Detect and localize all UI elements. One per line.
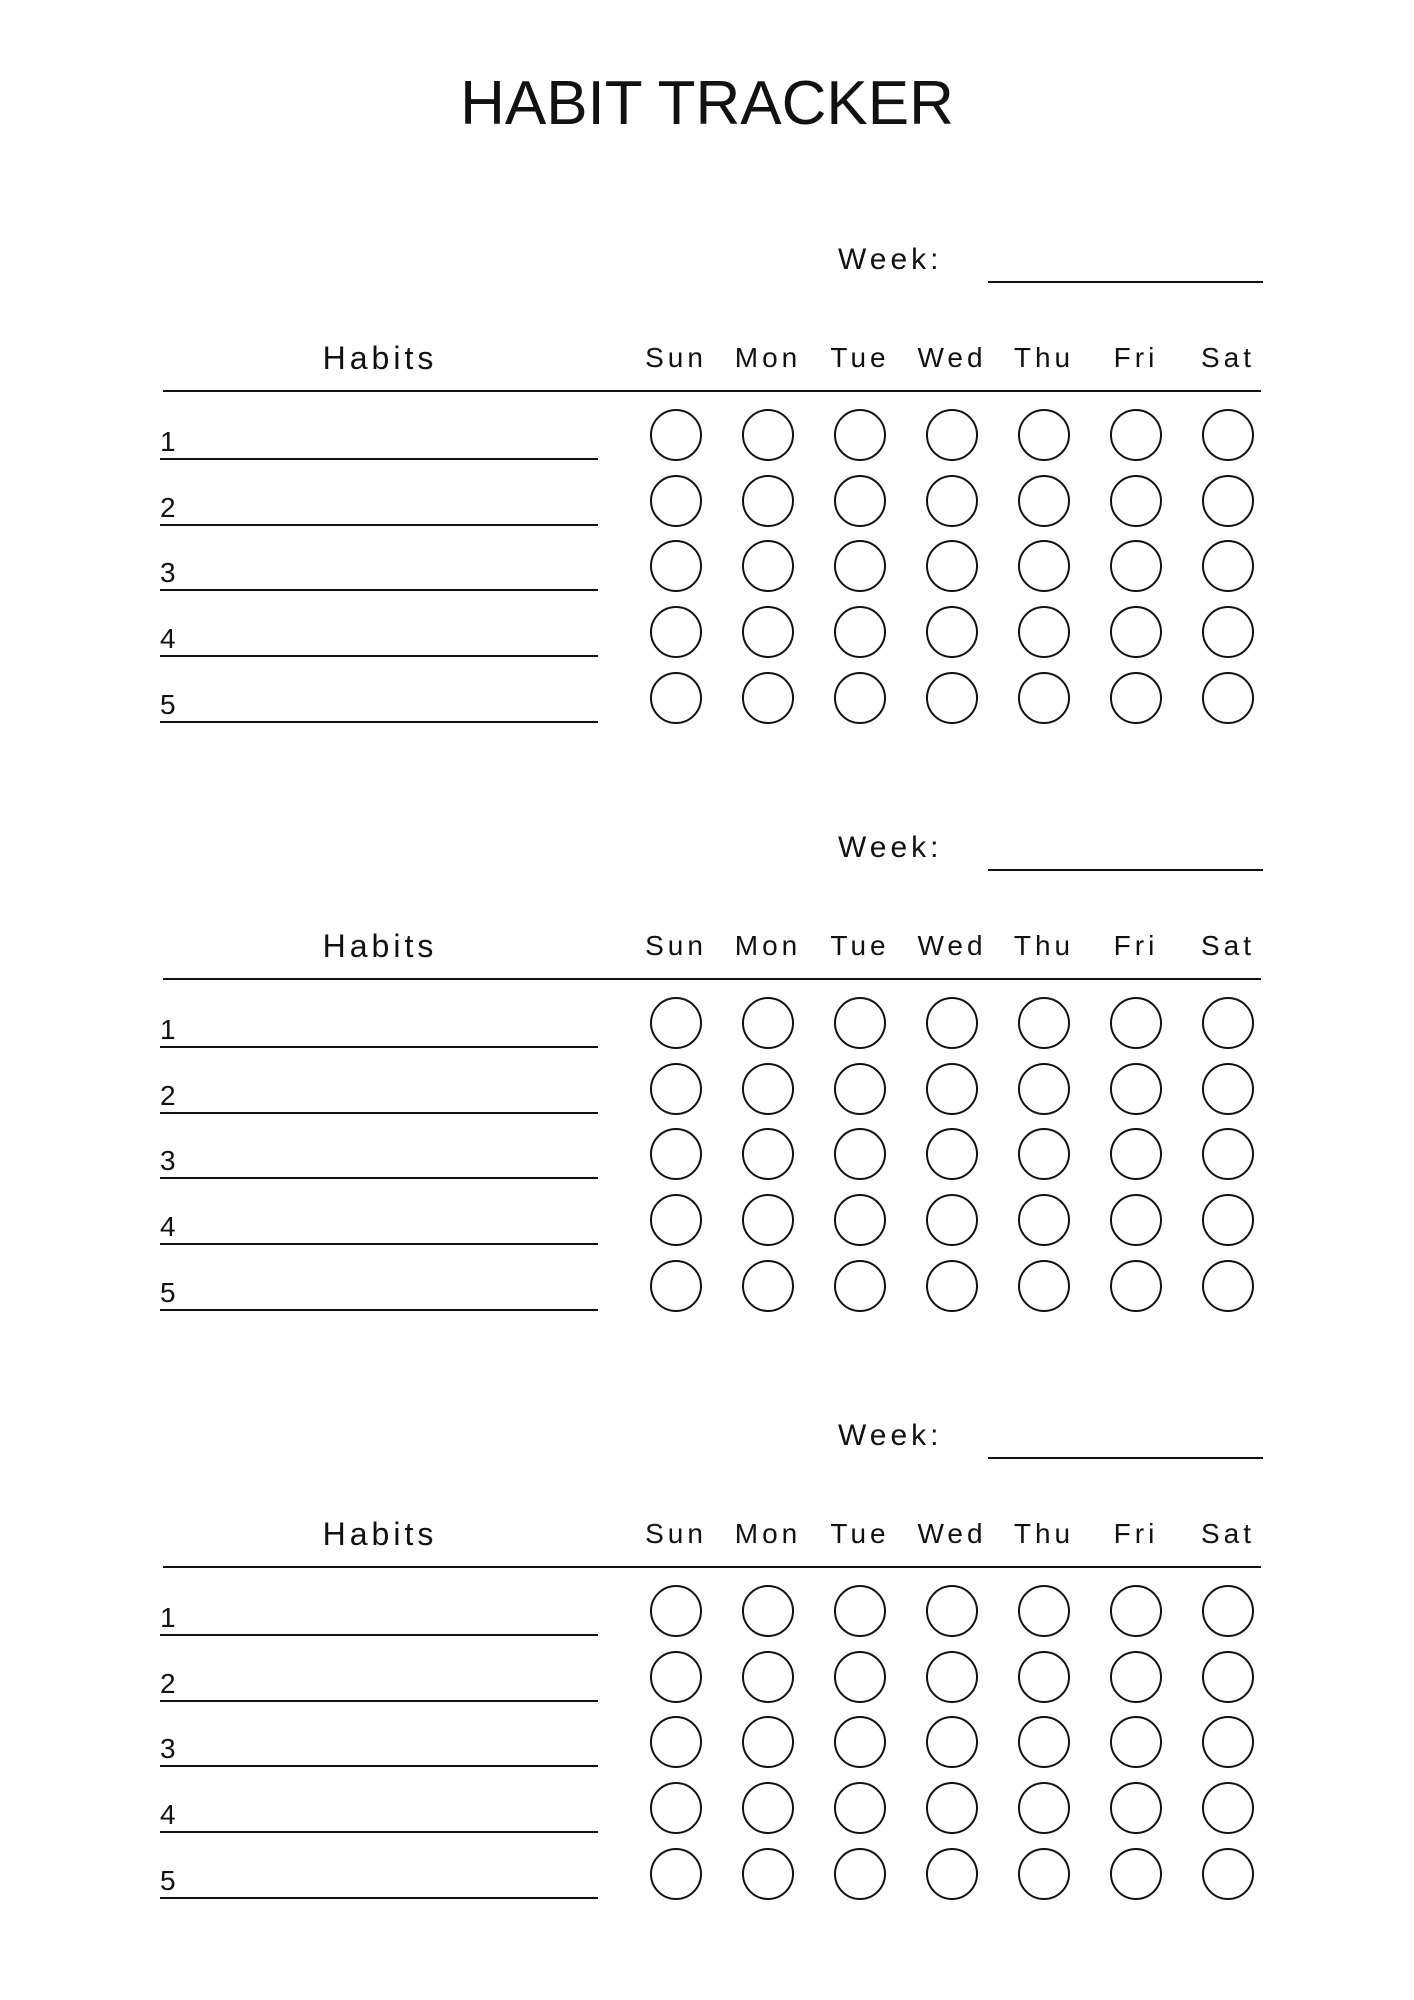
week-input-line[interactable] (988, 1457, 1263, 1459)
habit-row[interactable] (160, 1717, 598, 1767)
habit-number: 3 (160, 557, 176, 588)
day-label-fri: Fri (1113, 342, 1159, 373)
habit-row[interactable] (160, 1586, 598, 1636)
day-label-sat: Sat (1200, 1518, 1256, 1549)
habit-check-circle-mon[interactable] (742, 672, 794, 724)
habit-check-circle-tue[interactable] (834, 1651, 886, 1703)
habit-check-circle-mon[interactable] (742, 1063, 794, 1115)
habit-check-circle-sun[interactable] (650, 1063, 702, 1115)
day-label-thu: Thu (1013, 930, 1075, 961)
habit-check-circle-tue[interactable] (834, 409, 886, 461)
habit-name-line[interactable] (160, 589, 598, 591)
habit-check-circle-thu[interactable] (1018, 672, 1070, 724)
habit-row[interactable] (160, 410, 598, 460)
habit-check-circle-thu[interactable] (1018, 1782, 1070, 1834)
habit-check-circle-wed[interactable] (926, 1716, 978, 1768)
habit-row[interactable] (160, 1783, 598, 1833)
habit-check-circle-wed[interactable] (926, 409, 978, 461)
habit-check-circle-sun[interactable] (650, 475, 702, 527)
day-label-sun: Sun (645, 1518, 707, 1549)
habit-name-line[interactable] (160, 1897, 598, 1899)
day-label-wed: Wed (917, 930, 987, 961)
habit-name-line[interactable] (160, 1046, 598, 1048)
habit-check-circle-mon[interactable] (742, 1651, 794, 1703)
habit-check-circle-sun[interactable] (650, 1848, 702, 1900)
habit-check-circle-fri[interactable] (1110, 1128, 1162, 1180)
week-input-line[interactable] (988, 869, 1263, 871)
habit-check-circle-sat[interactable] (1202, 672, 1254, 724)
habit-check-circle-sat[interactable] (1202, 475, 1254, 527)
habit-check-circle-sun[interactable] (650, 1585, 702, 1637)
day-label-tue: Tue (830, 342, 890, 373)
habit-check-circle-tue[interactable] (834, 672, 886, 724)
habit-check-circle-fri[interactable] (1110, 1782, 1162, 1834)
day-label-tue: Tue (830, 1518, 890, 1549)
habit-number: 5 (160, 1865, 176, 1896)
habit-check-circle-fri[interactable] (1110, 606, 1162, 658)
header-divider (163, 390, 1261, 392)
day-label-tue: Tue (830, 930, 890, 961)
habit-check-circle-fri[interactable] (1110, 997, 1162, 1049)
habits-heading: Habits (322, 928, 438, 964)
habit-name-line[interactable] (160, 1765, 598, 1767)
week-section-1 (0, 240, 1414, 800)
habit-check-circle-thu[interactable] (1018, 1585, 1070, 1637)
habit-check-circle-sun[interactable] (650, 997, 702, 1049)
habit-check-circle-mon[interactable] (742, 540, 794, 592)
habit-check-circle-sat[interactable] (1202, 1128, 1254, 1180)
habit-row[interactable] (160, 1195, 598, 1245)
habit-check-circle-thu[interactable] (1018, 1848, 1070, 1900)
habit-number: 2 (160, 1080, 176, 1111)
habit-row[interactable] (160, 673, 598, 723)
habit-check-circle-sat[interactable] (1202, 1260, 1254, 1312)
day-label-fri: Fri (1113, 930, 1159, 961)
habit-check-circle-sat[interactable] (1202, 1651, 1254, 1703)
habit-check-circle-wed[interactable] (926, 1651, 978, 1703)
habit-check-circle-tue[interactable] (834, 997, 886, 1049)
habit-check-circle-mon[interactable] (742, 1716, 794, 1768)
habit-number: 4 (160, 1799, 176, 1830)
habit-name-line[interactable] (160, 1112, 598, 1114)
habit-name-line[interactable] (160, 524, 598, 526)
habit-check-circle-tue[interactable] (834, 475, 886, 527)
habit-check-circle-mon[interactable] (742, 1585, 794, 1637)
header-divider (163, 1566, 1261, 1568)
habit-check-circle-wed[interactable] (926, 1585, 978, 1637)
habit-check-circle-sat[interactable] (1202, 409, 1254, 461)
habit-check-circle-thu[interactable] (1018, 606, 1070, 658)
habit-number: 5 (160, 1277, 176, 1308)
header-divider (163, 978, 1261, 980)
habit-check-circle-fri[interactable] (1110, 1585, 1162, 1637)
habits-heading: Habits (322, 1516, 438, 1552)
habit-name-line[interactable] (160, 1309, 598, 1311)
habit-check-circle-tue[interactable] (834, 1260, 886, 1312)
habit-check-circle-tue[interactable] (834, 1848, 886, 1900)
habit-name-line[interactable] (160, 1831, 598, 1833)
habit-name-line[interactable] (160, 458, 598, 460)
habit-check-circle-thu[interactable] (1018, 409, 1070, 461)
day-label-fri: Fri (1113, 1518, 1159, 1549)
habit-check-circle-wed[interactable] (926, 540, 978, 592)
day-label-mon: Mon (734, 930, 802, 961)
habit-check-circle-fri[interactable] (1110, 1716, 1162, 1768)
habit-check-circle-sat[interactable] (1202, 1782, 1254, 1834)
day-label-wed: Wed (917, 1518, 987, 1549)
habit-name-line[interactable] (160, 1700, 598, 1702)
habit-name-line[interactable] (160, 721, 598, 723)
habit-check-circle-mon[interactable] (742, 1260, 794, 1312)
habit-check-circle-fri[interactable] (1110, 1848, 1162, 1900)
habit-check-circle-mon[interactable] (742, 475, 794, 527)
habit-number: 1 (160, 1602, 176, 1633)
habit-name-line[interactable] (160, 655, 598, 657)
day-label-sun: Sun (645, 342, 707, 373)
habit-check-circle-sun[interactable] (650, 409, 702, 461)
habit-check-circle-sun[interactable] (650, 1716, 702, 1768)
habit-check-circle-wed[interactable] (926, 1260, 978, 1312)
day-label-mon: Mon (734, 1518, 802, 1549)
week-input-line[interactable] (988, 281, 1263, 283)
habit-check-circle-sat[interactable] (1202, 540, 1254, 592)
habit-check-circle-sun[interactable] (650, 1782, 702, 1834)
habit-number: 3 (160, 1733, 176, 1764)
habit-check-circle-thu[interactable] (1018, 1260, 1070, 1312)
habit-name-line[interactable] (160, 1243, 598, 1245)
habit-check-circle-thu[interactable] (1018, 475, 1070, 527)
habit-check-circle-thu[interactable] (1018, 1651, 1070, 1703)
habit-number: 2 (160, 492, 176, 523)
habit-row[interactable] (160, 541, 598, 591)
habit-check-circle-sun[interactable] (650, 606, 702, 658)
habit-check-circle-sun[interactable] (650, 1651, 702, 1703)
habit-row[interactable] (160, 1652, 598, 1702)
week-label: Week: (838, 831, 943, 864)
habit-row[interactable] (160, 607, 598, 657)
habit-check-circle-mon[interactable] (742, 409, 794, 461)
habit-check-circle-thu[interactable] (1018, 540, 1070, 592)
habit-check-circle-tue[interactable] (834, 1063, 886, 1115)
day-label-thu: Thu (1013, 1518, 1075, 1549)
day-label-mon: Mon (734, 342, 802, 373)
habit-check-circle-sun[interactable] (650, 540, 702, 592)
habit-check-circle-mon[interactable] (742, 997, 794, 1049)
habit-check-circle-mon[interactable] (742, 1848, 794, 1900)
habit-check-circle-wed[interactable] (926, 606, 978, 658)
habit-row[interactable] (160, 1849, 598, 1899)
habit-check-circle-wed[interactable] (926, 1194, 978, 1246)
habit-check-circle-thu[interactable] (1018, 997, 1070, 1049)
habit-check-circle-mon[interactable] (742, 1128, 794, 1180)
habit-check-circle-thu[interactable] (1018, 1716, 1070, 1768)
habit-check-circle-wed[interactable] (926, 475, 978, 527)
habit-check-circle-fri[interactable] (1110, 409, 1162, 461)
habit-check-circle-fri[interactable] (1110, 1260, 1162, 1312)
habit-row[interactable] (160, 1261, 598, 1311)
habit-check-circle-fri[interactable] (1110, 672, 1162, 724)
habit-check-circle-mon[interactable] (742, 1194, 794, 1246)
habit-number: 2 (160, 1668, 176, 1699)
habit-check-circle-thu[interactable] (1018, 1194, 1070, 1246)
habit-check-circle-sat[interactable] (1202, 1716, 1254, 1768)
habit-number: 4 (160, 623, 176, 654)
day-label-thu: Thu (1013, 342, 1075, 373)
habit-check-circle-tue[interactable] (834, 540, 886, 592)
habit-number: 4 (160, 1211, 176, 1242)
habit-check-circle-mon[interactable] (742, 606, 794, 658)
day-label-wed: Wed (917, 342, 987, 373)
habit-check-circle-tue[interactable] (834, 1128, 886, 1180)
page-title: HABIT TRACKER (460, 69, 954, 138)
habit-check-circle-sun[interactable] (650, 1260, 702, 1312)
habit-check-circle-mon[interactable] (742, 1782, 794, 1834)
habit-check-circle-fri[interactable] (1110, 1063, 1162, 1115)
habit-check-circle-tue[interactable] (834, 606, 886, 658)
habit-check-circle-sat[interactable] (1202, 1585, 1254, 1637)
habit-check-circle-fri[interactable] (1110, 540, 1162, 592)
habit-check-circle-wed[interactable] (926, 1063, 978, 1115)
habit-row[interactable] (160, 1064, 598, 1114)
habit-number: 1 (160, 426, 176, 457)
habit-check-circle-sat[interactable] (1202, 997, 1254, 1049)
day-label-sun: Sun (645, 930, 707, 961)
habit-number: 3 (160, 1145, 176, 1176)
habit-check-circle-tue[interactable] (834, 1194, 886, 1246)
habit-check-circle-wed[interactable] (926, 1848, 978, 1900)
habit-check-circle-wed[interactable] (926, 1782, 978, 1834)
habit-check-circle-fri[interactable] (1110, 1651, 1162, 1703)
habit-check-circle-fri[interactable] (1110, 475, 1162, 527)
habit-check-circle-tue[interactable] (834, 1585, 886, 1637)
habit-check-circle-sat[interactable] (1202, 1848, 1254, 1900)
habit-check-circle-sun[interactable] (650, 1194, 702, 1246)
habit-check-circle-thu[interactable] (1018, 1063, 1070, 1115)
habit-check-circle-wed[interactable] (926, 1128, 978, 1180)
habit-row[interactable] (160, 998, 598, 1048)
habit-row[interactable] (160, 476, 598, 526)
habit-name-line[interactable] (160, 1177, 598, 1179)
habit-check-circle-wed[interactable] (926, 672, 978, 724)
day-label-sat: Sat (1200, 930, 1256, 961)
day-label-sat: Sat (1200, 342, 1256, 373)
week-section-2 (0, 828, 1414, 1388)
week-section-3 (0, 1416, 1414, 1976)
habit-check-circle-sat[interactable] (1202, 606, 1254, 658)
habit-check-circle-sat[interactable] (1202, 1063, 1254, 1115)
habit-number: 1 (160, 1014, 176, 1045)
habit-name-line[interactable] (160, 1634, 598, 1636)
habit-check-circle-fri[interactable] (1110, 1194, 1162, 1246)
week-label: Week: (838, 243, 943, 276)
habit-number: 5 (160, 689, 176, 720)
habit-check-circle-sun[interactable] (650, 1128, 702, 1180)
habit-row[interactable] (160, 1129, 598, 1179)
habit-check-circle-sun[interactable] (650, 672, 702, 724)
habit-check-circle-tue[interactable] (834, 1782, 886, 1834)
habit-check-circle-tue[interactable] (834, 1716, 886, 1768)
week-label: Week: (838, 1419, 943, 1452)
habits-heading: Habits (322, 340, 438, 376)
habit-check-circle-sat[interactable] (1202, 1194, 1254, 1246)
habit-check-circle-wed[interactable] (926, 997, 978, 1049)
habit-check-circle-thu[interactable] (1018, 1128, 1070, 1180)
